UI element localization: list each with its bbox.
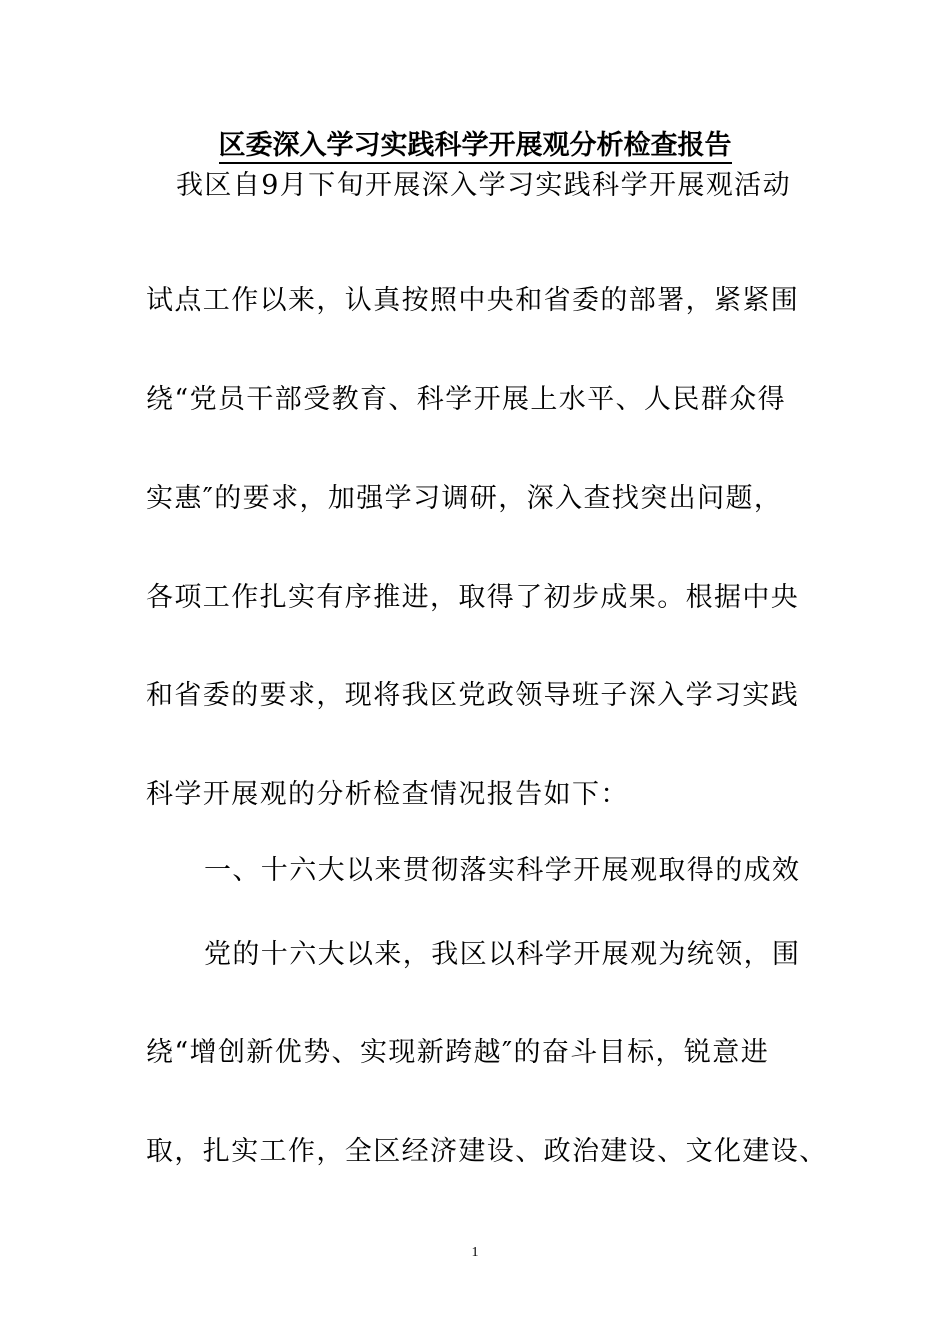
paragraph-line: 我区自9月下旬开展深入学习实践科学开展观活动	[176, 170, 791, 201]
document-title-text: 区委深入学习实践科学开展观分析检查报告	[219, 130, 732, 164]
paragraph-line: 科学开展观的分析检查情况报告如下：	[146, 779, 629, 810]
paragraph-line: 各项工作扎实有序推进，取得了初步成果。根据中央	[146, 582, 800, 613]
page-number: 1	[471, 1245, 479, 1260]
section-heading: 一、十六大以来贯彻落实科学开展观取得的成效	[204, 855, 801, 886]
paragraph-line: 试点工作以来，认真按照中央和省委的部署，紧紧围	[146, 285, 800, 316]
paragraph-line: 党的十六大以来，我区以科学开展观为统领，围	[204, 939, 801, 970]
paragraph-line: 实惠″的要求，加强学习调研，深入查找突出问题，	[146, 483, 783, 514]
paragraph-line: 和省委的要求，现将我区党政领导班子深入学习实践	[146, 680, 800, 711]
paragraph-line: 绕“增创新优势、实现新跨越″的奋斗目标，锐意进	[146, 1037, 770, 1068]
paragraph-line: 绕“党员干部受教育、科学开展上水平、人民群众得	[146, 384, 787, 415]
paragraph-line: 取，扎实工作，全区经济建设、政治建设、文化建设、	[146, 1136, 828, 1167]
document-title	[0, 126, 950, 166]
